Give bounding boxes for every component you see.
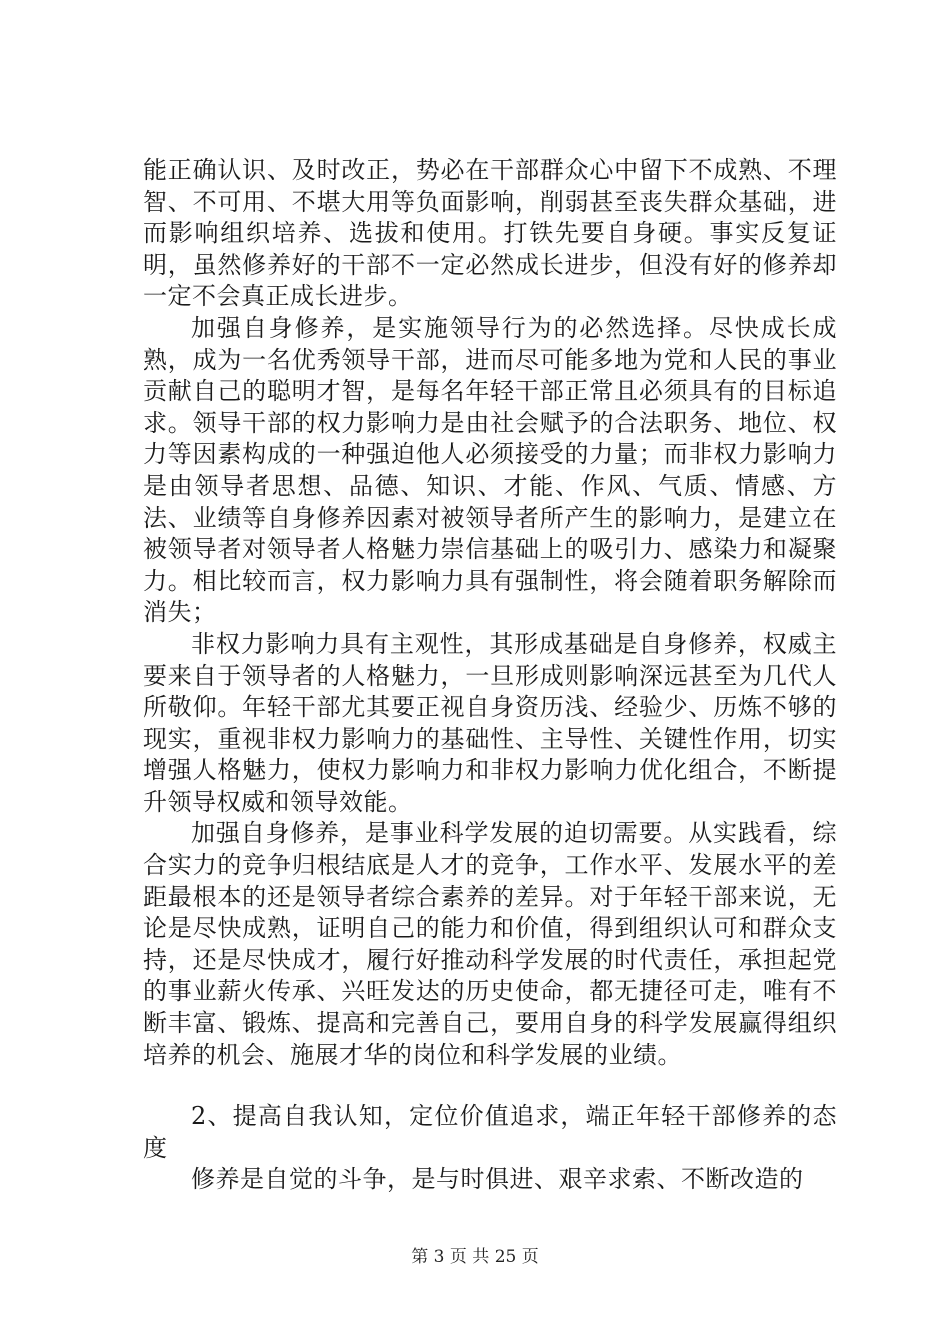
paragraph-continuation: 能正确认识、及时改正，势必在干部群众心中留下不成熟、不理智、不可用、不堪大用等负面影响，削弱甚至丧失群众基础，进而影响组织培养、选拔和使用。打铁先要自身硬。事实反复证明，虽然修养好的干部不一定必然成长进步，但没有好的修养却一定不会真正成长进步。 xyxy=(143,156,837,311)
paragraph-self-cultivation: 修养是自觉的斗争，是与时俱进、艰辛求索、不断改造的 xyxy=(191,1165,804,1194)
paragraph-leadership-choice: 加强自身修养，是实施领导行为的必然选择。尽快成长成熟，成为一名优秀领导干部，进而尽可能多地为党和人民的事业贡献自己的聪明才智，是每名年轻干部正常且必须具有的目标追求。领导干部的权力影响力是由社会赋予的合法职务、地位、权力等因素构成的一种强迫他人必须接受的力量；而非权力影响力是由领导者思想、品德、知识、才能、作风、气质、情感、方法、业绩等自身修养因素对被领导者所产生的影响力，是建立在被领导者对领导者人格魅力崇信基础上的吸引力、感染力和凝聚力。相比较而言，权力影响力具有强制性，将会随着职务解除而消失； xyxy=(143,313,837,627)
section-heading: 2、提高自我认知，定位价值追求，端正年轻干部修养的态度 xyxy=(143,1102,837,1162)
paragraph-non-power-influence: 非权力影响力具有主观性，其形成基础是自身修养，权威主要来自于领导者的人格魅力，一旦形成则影响深远甚至为几代人所敬仰。年轻干部尤其要正视自身资历浅、经验少、历炼不够的现实，重视非权力影响力的基础性、主导性、关键性作用，切实增强人格魅力，使权力影响力和非权力影响力优化组合，不断提升领导权威和领导效能。 xyxy=(143,629,837,816)
page-footer: 第 3 页 共 25 页 xyxy=(411,1247,539,1267)
paragraph-scientific-development: 加强自身修养，是事业科学发展的迫切需要。从实践看，综合实力的竞争归根结底是人才的竞争，工作水平、发展水平的差距最根本的还是领导者综合素养的差异。对于年轻干部来说，无论是尽快成熟，证明自己的能力和价值，得到组织认可和群众支持，还是尽快成才，履行好推动科学发展的时代责任，承担起党的事业薪火传承、兴旺发达的历史使命，都无捷径可走，唯有不断丰富、锻炼、提高和完善自己，要用自身的科学发展赢得组织培养的机会、施展才华的岗位和科学发展的业绩。 xyxy=(143,819,837,1069)
document-body xyxy=(143,155,837,1196)
